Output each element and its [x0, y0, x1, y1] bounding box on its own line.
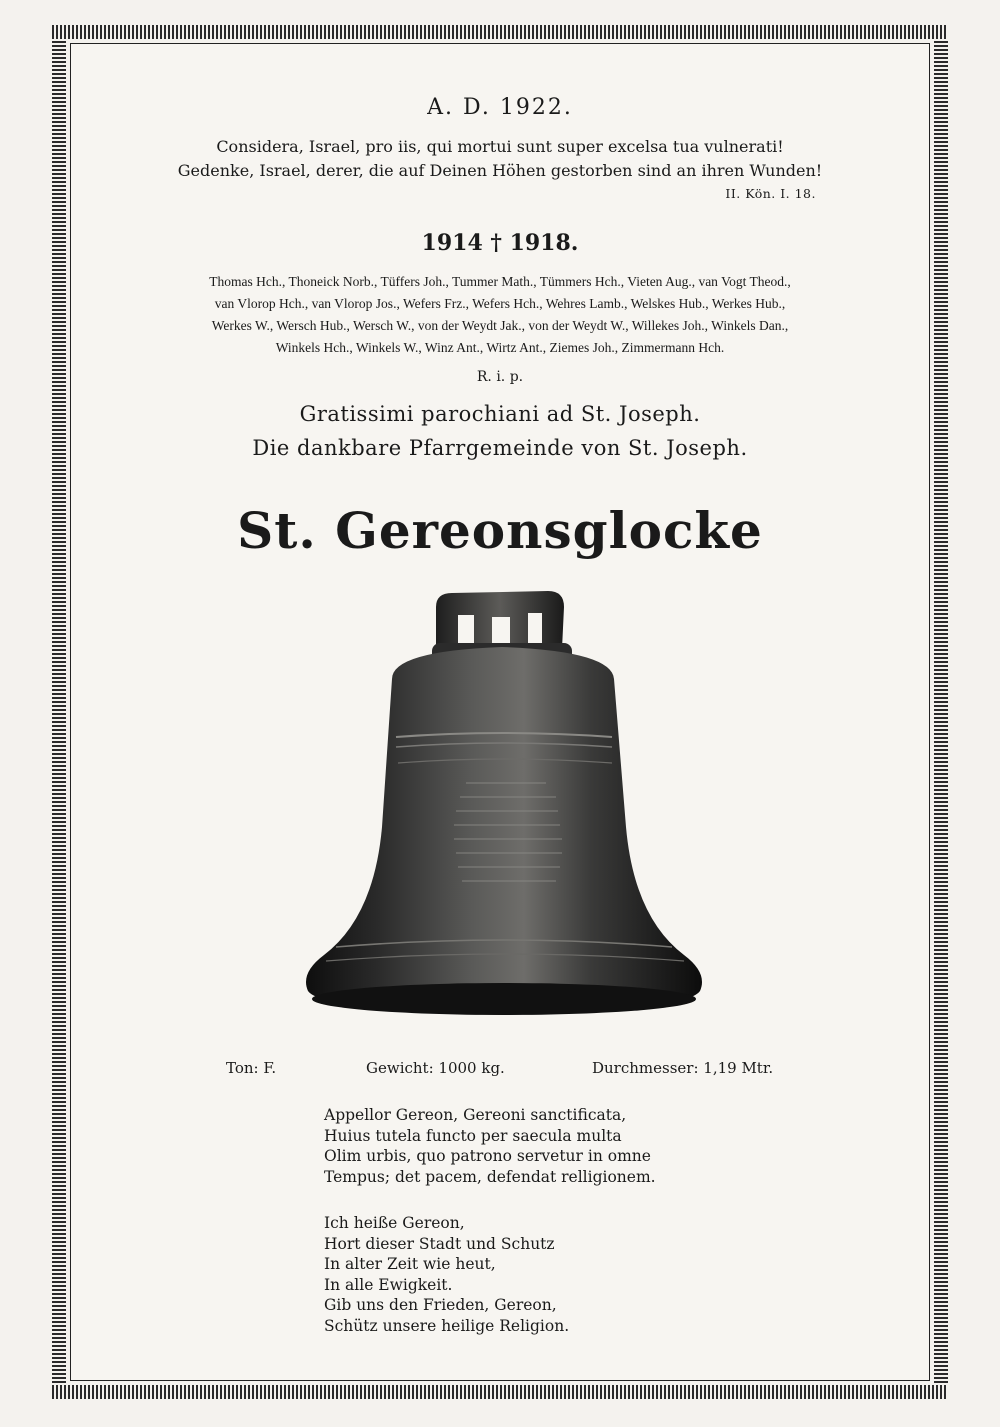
inscription-line: Huius tutela functo per saecula multa — [324, 1126, 622, 1145]
inscription-line: Ich heiße Gereon, — [324, 1214, 465, 1232]
inscription-line: Schütz unsere heilige Religion. — [324, 1316, 570, 1335]
bell-photo — [296, 587, 712, 1063]
bible-reference: II. Kön. I. 18. — [725, 186, 816, 201]
dedication — [70, 397, 930, 465]
german-inscription — [324, 1213, 569, 1336]
inscription-line: Tempus; det pacem, defendat relligionem. — [324, 1167, 656, 1186]
german-quote: Gedenke, Israel, derer, die auf Deinen Höhen gestorben sind an ihren Wunden! — [177, 161, 823, 180]
bell-diameter: Durchmesser: 1,19 Mtr. — [592, 1059, 774, 1077]
latin-inscription — [324, 1105, 656, 1187]
inscription-line: Olim urbis, quo patrono servetur in omne — [324, 1147, 651, 1165]
inscription-line: Appellor Gereon, Gereoni sanctificata, — [324, 1106, 627, 1124]
inscription-line: In alter Zeit wie heut, — [324, 1255, 496, 1273]
latin-quote: Considera, Israel, pro iis, qui mortui sunt super excelsa tua vulnerati! — [216, 137, 784, 156]
bell-tone: Ton: F. — [226, 1059, 277, 1077]
bell-title: St. Gereonsglocke — [237, 501, 763, 560]
fallen-names-list — [70, 271, 930, 359]
inscription-line: In alle Ewigkeit. — [324, 1275, 453, 1294]
inscription-line: Hort dieser Stadt und Schutz — [324, 1234, 555, 1253]
inscription-line: Gib uns den Frieden, Gereon, — [324, 1296, 557, 1314]
year-heading: A. D. 1922. — [427, 95, 573, 120]
page-content — [70, 43, 930, 1381]
names-line: Werkes W., Wersch Hub., Wersch W., von der Weydt Jak., von der Weydt W., Willekes Joh., Winkels Dan., — [211, 318, 789, 333]
war-years: 1914 † 1918. — [421, 230, 579, 256]
names-line: Winkels Hch., Winkels W., Winz Ant., Wirtz Ant., Ziemes Joh., Zimmermann Hch. — [275, 340, 725, 355]
names-line: van Vlorop Hch., van Vlorop Jos., Wefers Frz., Wefers Hch., Wehres Lamb., Welskes Hub., Werkes Hub., — [214, 296, 786, 311]
bell-weight: Gewicht: 1000 kg. — [366, 1059, 505, 1077]
rip-text: R. i. p. — [476, 369, 524, 385]
dedication-german: Die dankbare Pfarrgemeinde von St. Joseph. — [252, 436, 748, 460]
dedication-latin: Gratissimi parochiani ad St. Joseph. — [299, 402, 701, 426]
names-line: Thomas Hch., Thoneick Norb., Tüffers Joh., Tummer Math., Tümmers Hch., Vieten Aug., van Vogt Theod., — [209, 274, 791, 289]
